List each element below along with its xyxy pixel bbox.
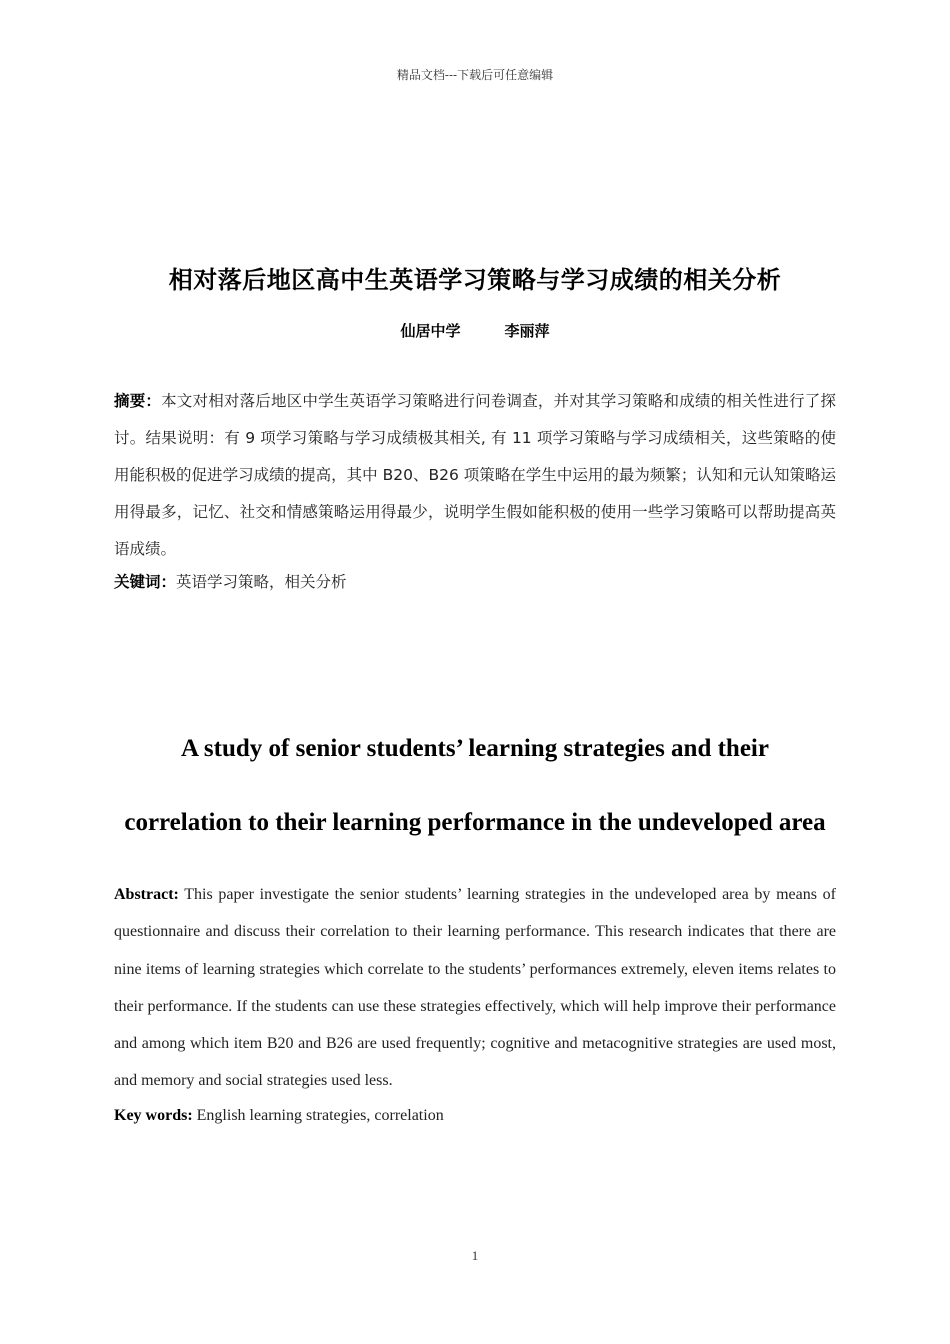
chinese-keywords [114,570,836,594]
author-line [0,320,950,341]
page-number: 1 [471,1248,479,1263]
page-header: 精品文档---下载后可任意编辑 [396,68,554,82]
english-title-line-1: A study of senior students’ learning strategies and their [181,735,769,762]
english-abstract-label: Abstract: [114,886,179,903]
author-school: 仙居中学 [400,322,461,340]
chinese-abstract [114,383,836,568]
english-title-line-2: correlation to their learning performance in the undeveloped area [124,809,826,836]
english-abstract [114,876,836,1100]
chinese-abstract-label: 摘要： [114,392,162,410]
english-keywords-text: English learning strategies, correlation [192,1107,444,1124]
chinese-title: 相对落后地区高中生英语学习策略与学习成绩的相关分析 [168,266,782,294]
chinese-keywords-label: 关键词： [114,573,177,591]
chinese-abstract-text: 本文对相对落后地区中学生英语学习策略进行问卷调查，并对其学习策略和成绩的相关性进行了探讨。结果说明：有 9 项学习策略与学习成绩极其相关, 有 11 项学习策略与学习成绩相关，这些策略的使用能积极的促进学习成绩的提高，其中 B20、B26 项策略在学生中运用的最为频繁；认知和元认知策略运用得最多，记忆、社交和情感策略运用得最少，说明学生假如能积极的使用一些学习策略可以帮助提高英语成绩。 [114,392,836,558]
chinese-keywords-text: 英语学习策略，相关分析 [176,573,347,591]
english-title [60,712,890,860]
english-keywords-label: Key words: [114,1107,193,1124]
english-abstract-text: This paper investigate the senior students’ learning strategies in the undeveloped area by means of questionnaire and discuss their correlation to their learning performance. This research indicates that there are nine items of learning strategies which correlate to the students’ performances extremely, eleven items relates to their performance. If the students can use these strategies effectively, which will help improve their performance and among which item B20 and B26 are used frequently; cognitive and metacognitive strategies are used most, and memory and social strategies used less. [114,886,836,1090]
english-keywords [114,1104,836,1128]
author-name: 李丽萍 [504,322,550,340]
